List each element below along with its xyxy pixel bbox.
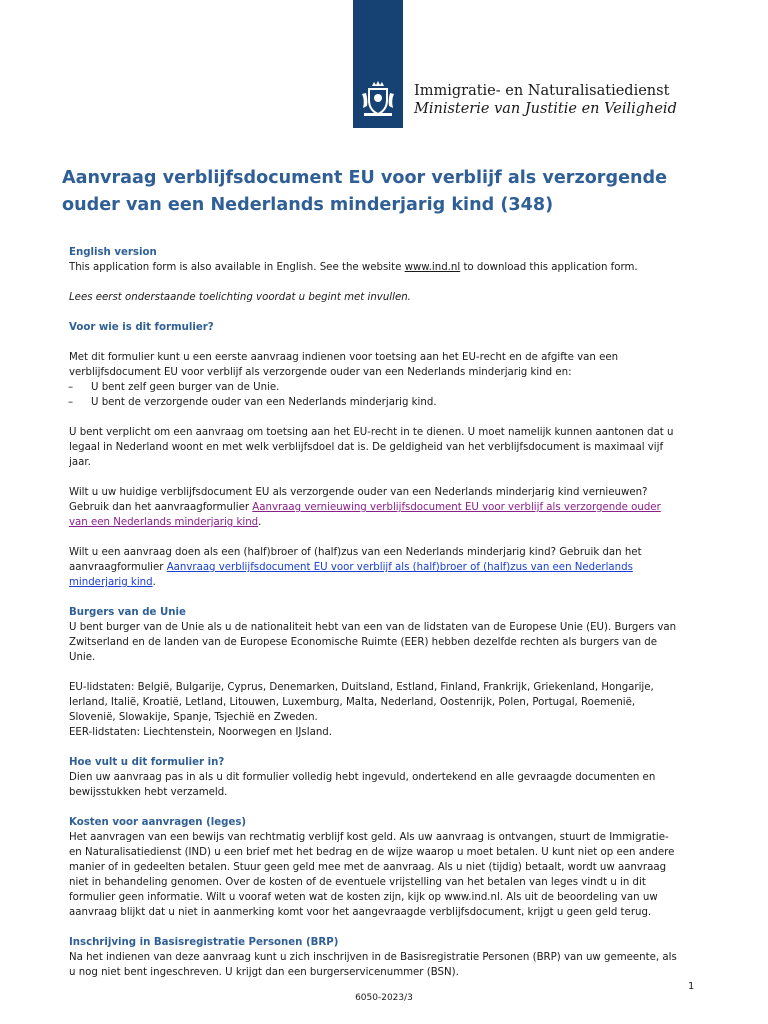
obligation-paragraph: U bent verplicht om een aanvraag om toetsing aan het EU-recht in te dienen. U moet namelijk kunnen aantonen dat u legaal in Nederland woont en met welk verblijfsdoel dat is. De geldigheid van het verblijfsdocument is maximaal vijf jaar. (69, 427, 674, 468)
english-version-heading: English version (69, 247, 157, 258)
english-text-before: This application form is also available in English. See the website (69, 262, 405, 273)
page-number: 1 (688, 981, 695, 992)
logo-bar (353, 0, 403, 128)
ind-website-link[interactable]: www.ind.nl (404, 262, 461, 273)
brp-heading: Inschrijving in Basisregistratie Personen (BRP) (69, 937, 339, 948)
ministry-name: Ministerie van Justitie en Veiligheid (414, 101, 677, 117)
brp-text: Na het indienen van deze aanvraag kunt u zich inschrijven in de Basisregistratie Personen (BRP) van uw gemeente, als u nog niet bent ingeschreven. U krijgt dan een burgerservicenummer (BSN). (69, 952, 677, 978)
sibling-paragraph (69, 545, 679, 590)
form-code: 6050-2023/3 (355, 993, 413, 1003)
sibling-text: Wilt u een aanvraag doen als een (half)broer of (half)zus van een Nederlands minderjarig kind? Gebruik dan het aanvraagformulier (69, 547, 642, 573)
agency-name: Immigratie- en Naturalisatiedienst (414, 83, 670, 99)
renewal-form-link[interactable]: Aanvraag vernieuwing verblijfsdocument EU voor verblijf als verzorgende ouder van een Nederlands minderjarig kind (69, 502, 661, 528)
citizens-text: U bent burger van de Unie als u de nationaliteit hebt van een van de lidstaten van de Europese Unie (EU). Burgers van Zwitserland en de landen van de Europese Economische Ruimte (EER) hebben dezelfde rechten als burgers van de Unie. (69, 622, 677, 663)
for-whom-heading: Voor wie is dit formulier? (69, 322, 214, 333)
costs-text: Het aanvragen van een bewijs van rechtmatig verblijf kost geld. Als uw aanvraag is ontvangen, stuurt de Immigratie- en Naturalisatiedienst (IND) u een brief met het bedrag en de wijze waarop u moet betalen. U kunt niet op een andere manier of in gedeelten betalen. Stuur geen geld mee met de aanvraag. Als u niet (tijdig) betaalt, wordt uw aanvraag niet in behandeling genomen. Over de kosten of de eventuele vrijstelling van het betalen van leges vindt u in dit formulier geen informatie. Wilt u vooraf weten wat de kosten zijn, kijk op www.ind.nl. Als uit de beoordeling van uw aanvraag blijkt dat u niet in aanmerking komt voor het aangevraagde verblijfsdocument, krijgt u geen geld terug. (69, 832, 675, 918)
sibling-period: . (152, 577, 156, 588)
page-title-line-2: ouder van een Nederlands minderjarig kind (348) (62, 195, 554, 215)
for-whom-intro: Met dit formulier kunt u een eerste aanvraag indienen voor toetsing aan het EU-recht en de afgifte van een verblijfsdocument EU voor verblijf als verzorgende ouder van een Nederlands minderjarig kind en: (69, 352, 619, 378)
page-title (62, 165, 722, 219)
read-first-note: Lees eerst onderstaande toelichting voordat u begint met invullen. (69, 292, 411, 303)
how-to-heading: Hoe vult u dit formulier in? (69, 757, 225, 768)
renew-period: . (258, 517, 262, 528)
costs-heading: Kosten voor aanvragen (leges) (69, 817, 247, 828)
eer-states-text: EER-lidstaten: Liechtenstein, Noorwegen en IJsland. (69, 727, 332, 738)
eu-states-text: EU-lidstaten: België, Bulgarije, Cyprus, Denemarken, Duitsland, Estland, Finland, Frankrijk, Griekenland, Hongarije, Ierland, Italië, Kroatië, Letland, Litouwen, Luxemburg, Malta, Nederland, Oostenrijk, Polen, Portugal, Roemenië, Slovenië, Slowakije, Spanje, Tsjechië en Zweden. (69, 682, 654, 723)
sibling-form-link[interactable]: Aanvraag verblijfsdocument EU voor verblijf als (half)broer of (half)zus van een Nederlands minderjarig kind (69, 562, 633, 588)
coat-of-arms-icon (359, 80, 397, 118)
english-text-after: to download this application form. (460, 262, 638, 273)
bullet-text: U bent zelf geen burger van de Unie. (91, 382, 280, 393)
list-item: – U bent de verzorgende ouder van een Nederlands minderjarig kind. (68, 397, 437, 408)
how-to-text: Dien uw aanvraag pas in als u dit formulier volledig hebt ingevuld, ondertekend en alle gevraagde documenten en bewijsstukken hebt verzameld. (69, 772, 656, 798)
agency-block (414, 82, 677, 118)
list-item: – U bent zelf geen burger van de Unie. (68, 382, 280, 393)
english-version-text (69, 260, 679, 275)
document-body (69, 245, 679, 980)
renew-text: Wilt u uw huidige verblijfsdocument EU als verzorgende ouder van een Nederlands minderjarig kind vernieuwen? Gebruik dan het aanvraagformulier (69, 487, 648, 513)
page-title-line-1: Aanvraag verblijfsdocument EU voor verblijf als verzorgende (62, 168, 668, 188)
citizens-heading: Burgers van de Unie (69, 607, 186, 618)
renew-paragraph (69, 485, 679, 530)
bullet-text: U bent de verzorgende ouder van een Nederlands minderjarig kind. (91, 397, 437, 408)
